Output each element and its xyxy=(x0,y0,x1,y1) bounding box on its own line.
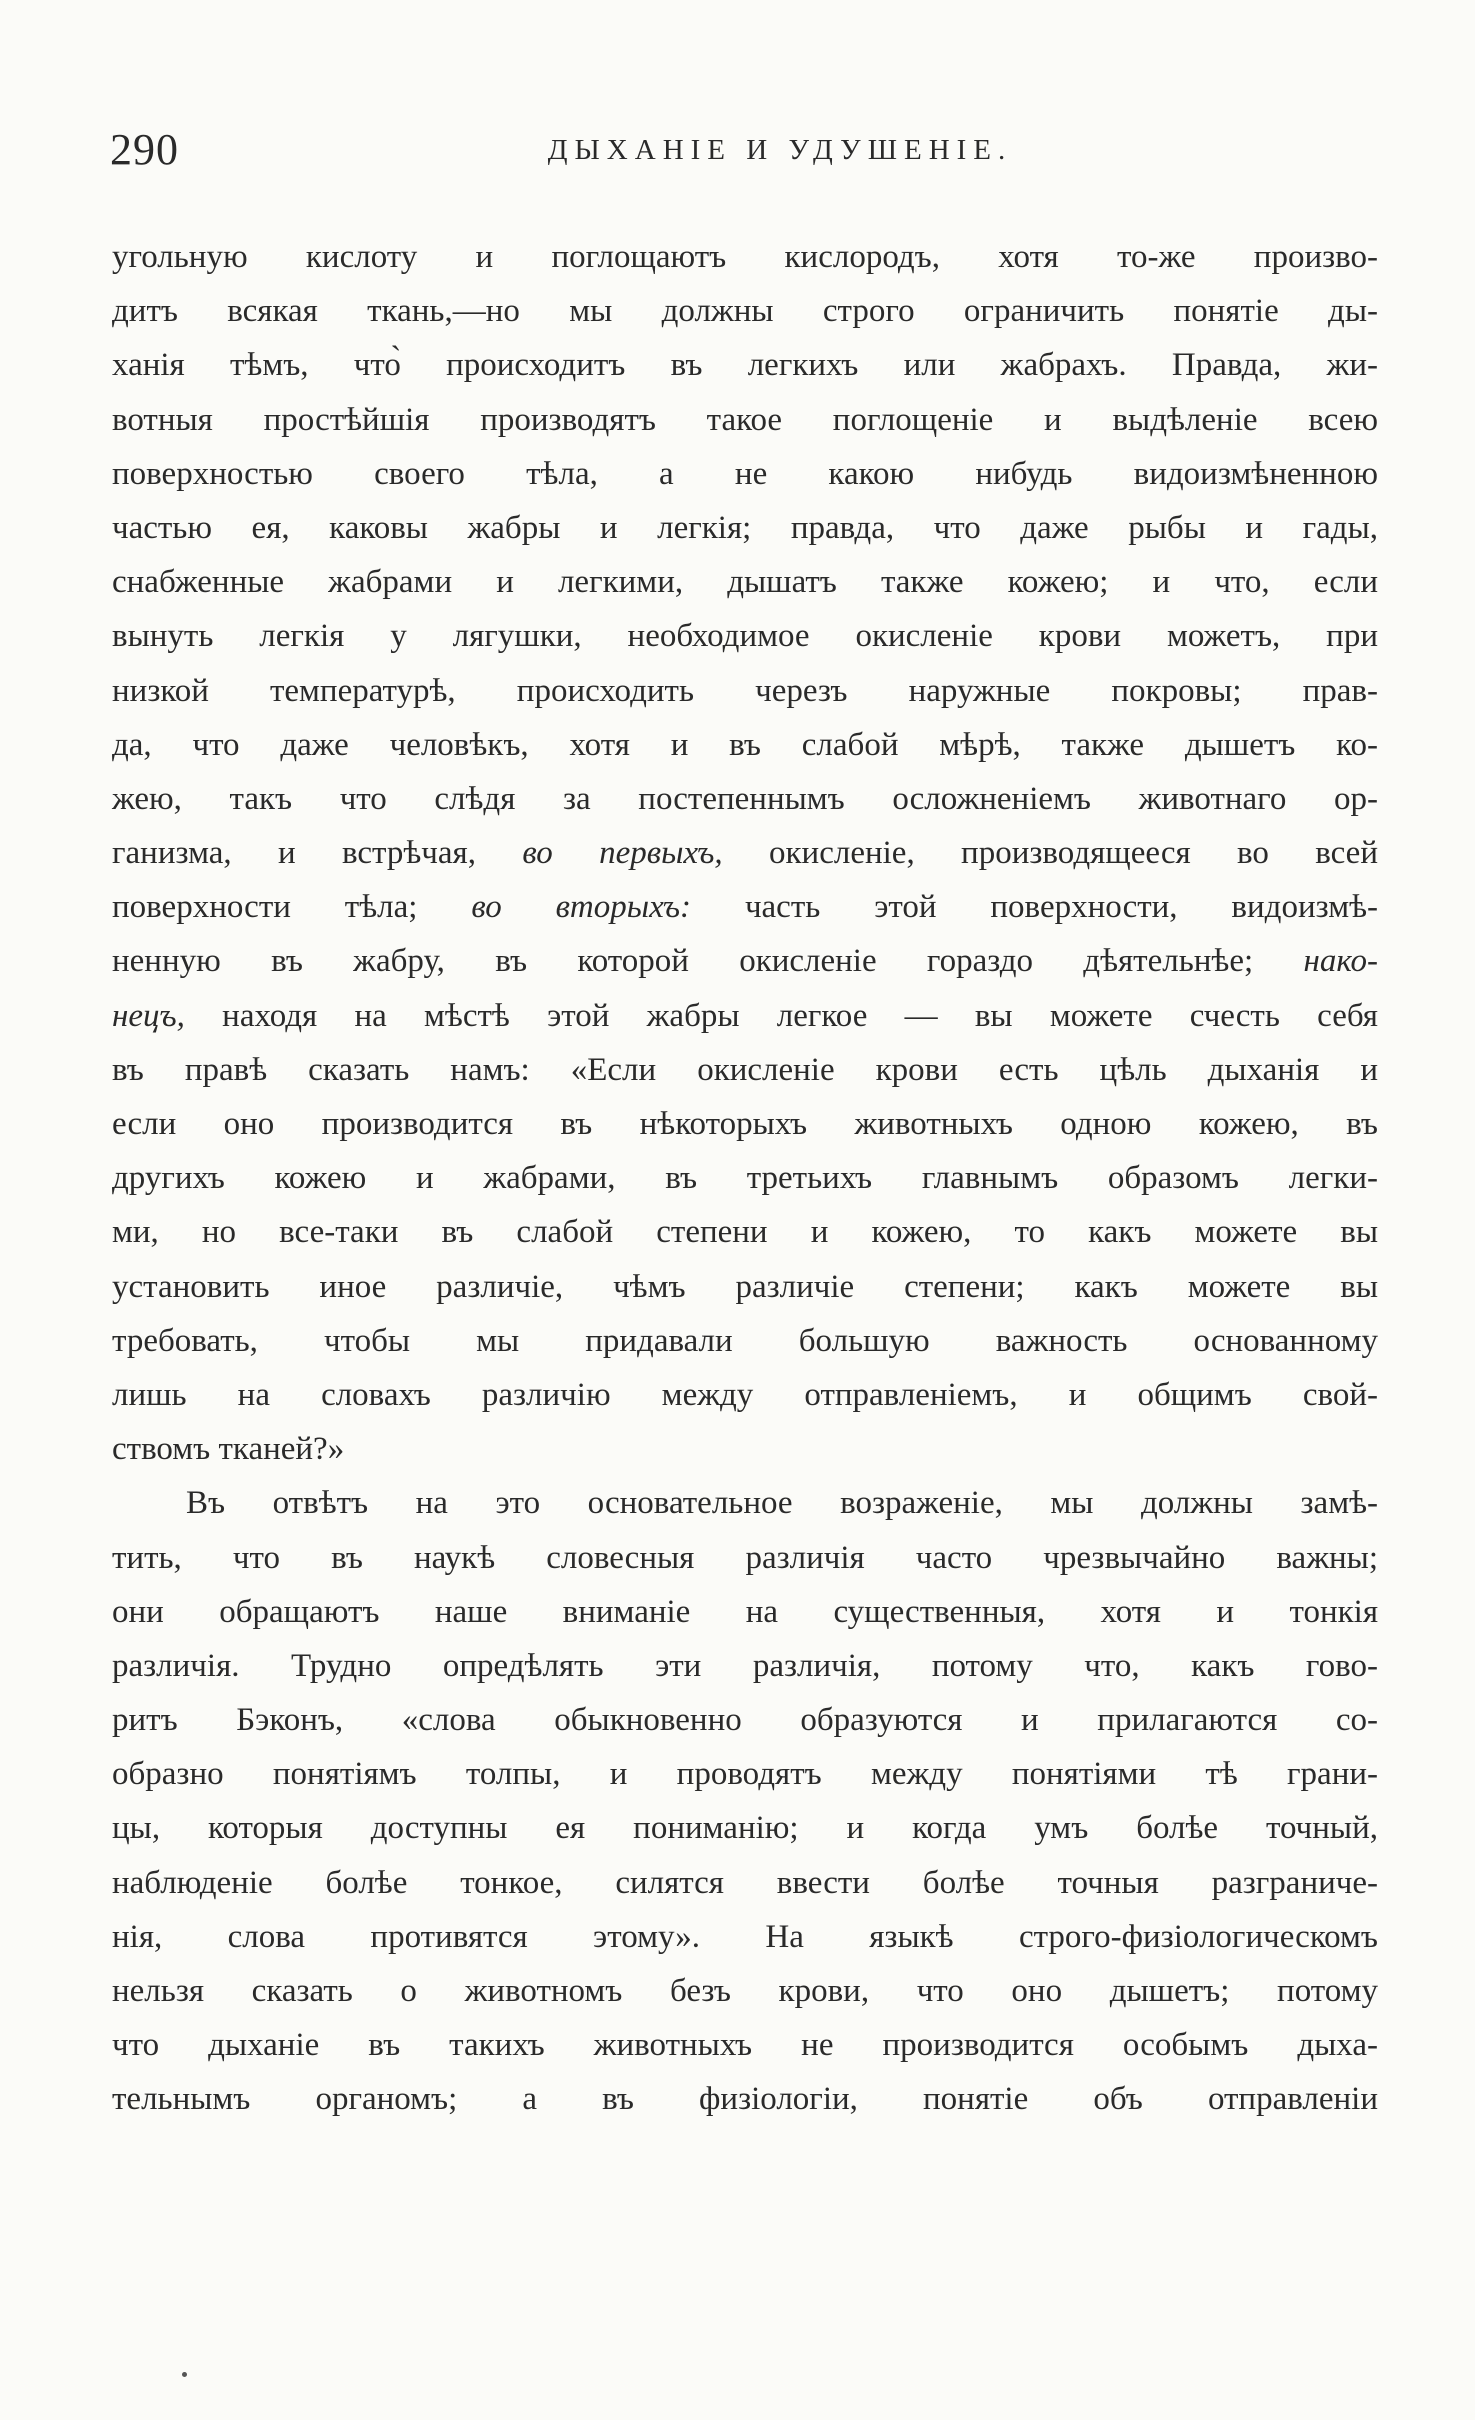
text-segment: установить иное различіе, чѣмъ различіе степени; какъ можете вы xyxy=(112,1268,1378,1305)
running-title: ДЫХАНІЕ И УДУШЕНІЕ. xyxy=(547,134,1013,166)
text-line xyxy=(112,1585,1378,1639)
italic-text: во вторыхъ: xyxy=(471,889,692,926)
text-line xyxy=(112,1476,1378,1530)
text-segment: ненную въ жабру, въ которой окисленіе гораздо дѣятельнѣе; xyxy=(112,943,1304,980)
text-segment: поверхностью своего тѣла, а не какою нибудь видоизмѣненною xyxy=(112,455,1378,492)
text-line xyxy=(112,1964,1378,2018)
text-segment: наблюденіе болѣе тонкое, силятся ввести болѣе точныя разграниче- xyxy=(112,1864,1378,1901)
text-segment: различія. Трудно опредѣлять эти различія, потому что, какъ гово- xyxy=(112,1647,1378,1684)
text-segment: они обращаютъ наше вниманіе на существенныя, хотя и тонкія xyxy=(112,1593,1378,1630)
text-line xyxy=(112,1856,1378,1910)
text-segment: ми, но все-таки въ слабой степени и кожею, то какъ можете вы xyxy=(112,1214,1378,1251)
text-line xyxy=(112,393,1378,447)
text-segment: находя на мѣстѣ этой жабры легкое — вы можете счесть себя xyxy=(184,997,1378,1034)
text-line xyxy=(112,989,1378,1043)
text-segment: что дыханіе въ такихъ животныхъ не производится особымъ дыха- xyxy=(112,2027,1378,2064)
text-segment: ганизма, и встрѣчая, xyxy=(112,835,523,872)
text-line xyxy=(112,555,1378,609)
page-header xyxy=(110,120,1380,180)
text-segment: въ правѣ сказать намъ: «Если окисленіе крови есть цѣль дыханія и xyxy=(112,1051,1378,1088)
text-line xyxy=(112,826,1378,880)
text-segment: ритъ Бэконъ, «слова обыкновенно образуются и прилагаются со- xyxy=(112,1702,1378,1739)
text-line xyxy=(112,1639,1378,1693)
text-segment: требовать, чтобы мы придавали большую важность основанному xyxy=(112,1322,1378,1359)
text-line xyxy=(112,1205,1378,1259)
italic-text: во первыхъ, xyxy=(522,835,723,872)
text-line xyxy=(112,338,1378,392)
text-segment: Въ отвѣтъ на это основательное возраженіе, мы должны замѣ- xyxy=(186,1485,1378,1522)
text-line xyxy=(112,934,1378,988)
text-segment: низкой температурѣ, происходить черезъ наружные покровы; прав- xyxy=(112,672,1378,709)
italic-text: нецъ, xyxy=(112,997,185,1034)
text-line xyxy=(112,1151,1378,1205)
text-line xyxy=(112,609,1378,663)
text-line xyxy=(112,718,1378,772)
text-segment: поверхности тѣла; xyxy=(112,889,472,926)
text-line xyxy=(112,447,1378,501)
text-segment: окисленіе, производящееся во всей xyxy=(722,835,1378,872)
italic-text: нако- xyxy=(1303,943,1378,980)
text-line xyxy=(112,1531,1378,1585)
text-line xyxy=(112,230,1378,284)
text-segment: другихъ кожею и жабрами, въ третьихъ главнымъ образомъ легки- xyxy=(112,1160,1378,1197)
text-line xyxy=(112,2018,1378,2072)
text-line xyxy=(112,1314,1378,1368)
text-segment: лишь на словахъ различію между отправленіемъ, и общимъ свой- xyxy=(112,1376,1378,1413)
text-segment: часть этой поверхности, видоизмѣ- xyxy=(691,889,1378,926)
text-segment: вотныя простѣйшія производятъ такое поглощеніе и выдѣленіе всею xyxy=(112,401,1378,438)
text-segment: жею, такъ что слѣдя за постепеннымъ осложненіемъ животнаго ор- xyxy=(112,780,1378,817)
text-segment: вынуть легкія у лягушки, необходимое окисленіе крови можетъ, при xyxy=(112,618,1378,655)
text-segment: если оно производится въ нѣкоторыхъ животныхъ одною кожею, въ xyxy=(112,1106,1378,1142)
text-line xyxy=(112,2072,1378,2126)
text-segment: да, что даже человѣкъ, хотя и въ слабой мѣрѣ, также дышетъ ко- xyxy=(112,726,1378,763)
print-speck xyxy=(182,2372,187,2377)
text-segment: ствомъ тканей?» xyxy=(112,1431,345,1468)
text-line xyxy=(112,1260,1378,1314)
text-line xyxy=(112,1043,1378,1097)
text-segment: образно понятіямъ толпы, и проводятъ между понятіями тѣ грани- xyxy=(112,1756,1378,1793)
text-segment: цы, которыя доступны ея пониманію; и когда умъ болѣе точный, xyxy=(112,1810,1378,1847)
text-segment: снабженные жабрами и легкими, дышатъ также кожею; и что, если xyxy=(112,564,1378,601)
text-line xyxy=(112,1693,1378,1747)
text-segment: угольную кислоту и поглощаютъ кислородъ, хотя то-же произво- xyxy=(112,239,1378,275)
text-segment: тельнымъ органомъ; а въ физіологіи, понятіе объ отправленіи xyxy=(112,2081,1378,2118)
text-line xyxy=(112,1097,1378,1151)
text-line xyxy=(112,772,1378,826)
text-line xyxy=(112,880,1378,934)
body-text xyxy=(112,230,1378,2127)
text-line xyxy=(112,664,1378,718)
text-segment: частью ея, каковы жабры и легкія; правда, что даже рыбы и гады, xyxy=(112,509,1378,546)
text-segment: нія, слова противятся этому». На языкѣ строго-физіологическомъ xyxy=(112,1918,1378,1955)
text-segment: тить, что въ наукѣ словесныя различія часто чрезвычайно важны; xyxy=(112,1539,1378,1576)
text-segment: дитъ всякая ткань,—но мы должны строго ограничить понятіе ды- xyxy=(112,293,1378,330)
text-segment: ханія тѣмъ, что̀ происходитъ въ легкихъ или жабрахъ. Правда, жи- xyxy=(112,347,1378,384)
text-line xyxy=(112,284,1378,338)
text-line xyxy=(112,1801,1378,1855)
text-line xyxy=(112,1368,1378,1422)
page-number: 290 xyxy=(110,125,179,174)
text-line xyxy=(112,1422,1378,1476)
text-line xyxy=(112,1910,1378,1964)
text-segment: нельзя сказать о животномъ безъ крови, что оно дышетъ; потому xyxy=(112,1973,1378,2009)
text-line xyxy=(112,1747,1378,1801)
text-line xyxy=(112,501,1378,555)
